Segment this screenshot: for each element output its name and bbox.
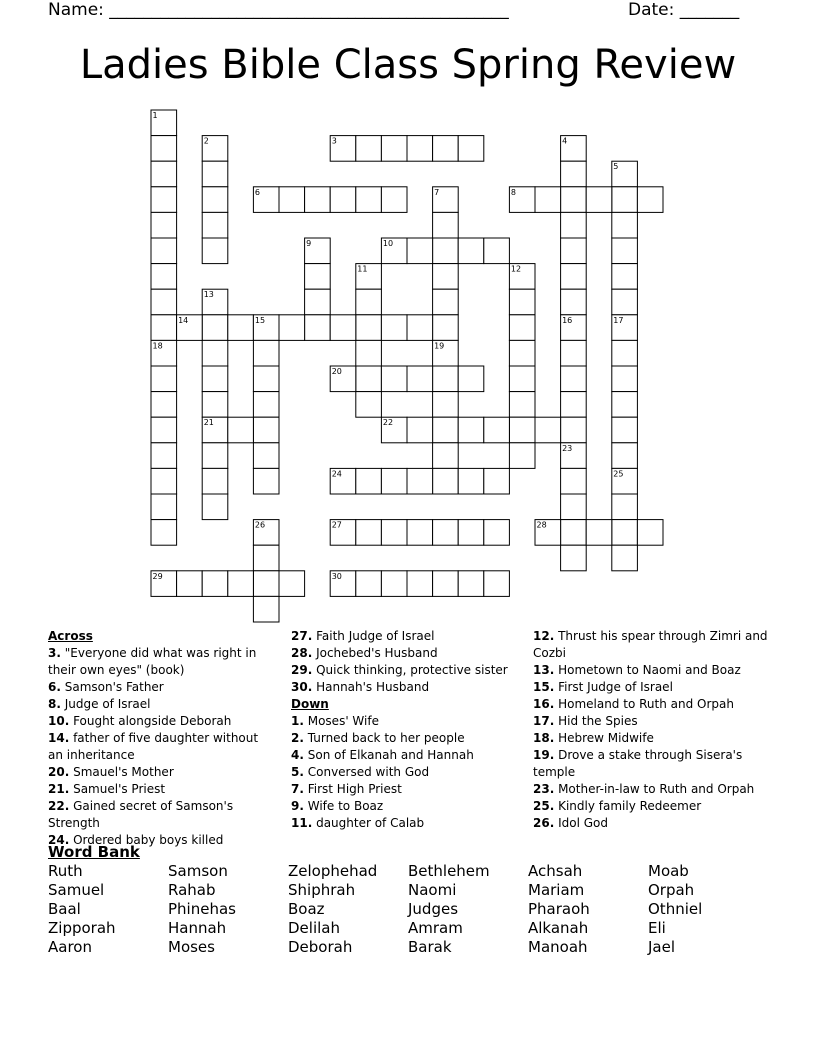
grid-cell[interactable] (612, 238, 638, 264)
clue-item (48, 764, 273, 781)
grid-cell[interactable] (151, 136, 177, 162)
grid-cell[interactable] (381, 366, 407, 392)
grid-cell[interactable] (381, 187, 407, 213)
clue-number: 26 (254, 520, 266, 530)
clue-number: 11. (291, 816, 313, 830)
word-bank-item: Shiphrah (288, 881, 356, 899)
grid-cell[interactable] (151, 417, 177, 443)
grid-cell[interactable] (202, 161, 228, 187)
grid-cell[interactable] (202, 494, 228, 520)
word-bank-item: Naomi (408, 881, 457, 899)
word-bank-item: Pharaoh (528, 900, 590, 918)
grid-cell[interactable] (612, 494, 638, 520)
clue-text: Mother-in-law to Ruth and Orpah (554, 782, 755, 796)
grid-cell[interactable] (151, 187, 177, 213)
clue-number: 17 (613, 315, 624, 325)
grid-cell[interactable] (151, 366, 177, 392)
clue-text: Quick thinking, protective sister (312, 663, 508, 677)
grid-cell[interactable] (612, 417, 638, 443)
grid-cell[interactable] (407, 238, 433, 264)
word-bank-item: Boaz (288, 900, 325, 918)
clue-number: 4. (291, 748, 304, 762)
grid-cell[interactable] (535, 417, 561, 443)
clue-number: 25 (613, 469, 624, 479)
word-bank-item: Alkanah (528, 919, 589, 937)
clue-number: 16 (562, 315, 573, 325)
word-bank-item: Amram (408, 919, 463, 937)
word-bank-item: Aaron (48, 938, 92, 956)
grid-cell[interactable] (484, 238, 510, 264)
grid-cell[interactable] (202, 366, 228, 392)
clue-number: 9. (291, 799, 304, 813)
grid-cell[interactable] (433, 366, 459, 392)
clue-item (533, 781, 768, 798)
grid-cell[interactable] (407, 136, 433, 162)
grid-cell[interactable] (612, 340, 638, 366)
clue-item (291, 747, 521, 764)
clue-text: father of five daughter without an inheritance (48, 731, 259, 762)
clue-text: Drove a stake through Sisera's temple (533, 748, 743, 779)
grid-cell[interactable] (407, 366, 433, 392)
word-bank-item: Hannah (168, 919, 227, 937)
grid-cell[interactable] (509, 289, 535, 315)
clue-text: Smauel's Mother (69, 765, 174, 779)
grid-cell[interactable] (458, 366, 484, 392)
clue-number: 27. (291, 629, 313, 643)
clues-col-1 (48, 628, 273, 849)
word-bank-item: Samuel (48, 881, 105, 899)
word-bank-item: Manoah (528, 938, 588, 956)
grid-cell[interactable] (433, 468, 459, 494)
grid-cell[interactable] (433, 238, 459, 264)
clue-number: 16. (533, 697, 555, 711)
grid-cell[interactable] (458, 136, 484, 162)
clue-text: Judge of Israel (60, 697, 151, 711)
word-bank-item: Orpah (648, 881, 695, 899)
grid-cell[interactable] (458, 520, 484, 546)
grid-cell[interactable] (433, 571, 459, 597)
grid-cell[interactable] (561, 392, 587, 418)
clue-text: Thrust his spear through Zimri and Cozbi (533, 629, 768, 660)
clue-text: Wife to Boaz (303, 799, 384, 813)
clue-item (48, 730, 273, 764)
grid-cell[interactable] (356, 520, 382, 546)
grid-cell[interactable] (151, 443, 177, 469)
word-bank-item: Barak (408, 938, 452, 956)
grid-cell[interactable] (561, 212, 587, 238)
clue-number: 26. (533, 816, 555, 830)
grid-cell[interactable] (151, 520, 177, 546)
clue-item (533, 730, 768, 747)
grid-cell[interactable] (561, 340, 587, 366)
clue-text: Ordered baby boys killed (69, 833, 224, 847)
word-bank-item: Delilah (288, 919, 340, 937)
grid-cell[interactable] (381, 520, 407, 546)
clue-number: 3. (48, 646, 61, 660)
grid-cell[interactable] (612, 443, 638, 469)
grid-cell[interactable] (535, 187, 561, 213)
clue-text: Idol God (554, 816, 608, 830)
grid-cell[interactable] (202, 392, 228, 418)
clue-number: 10 (382, 239, 394, 248)
clue-item (48, 713, 273, 730)
grid-cell[interactable] (279, 315, 305, 341)
word-bank (48, 862, 768, 957)
grid-cell[interactable] (407, 468, 433, 494)
grid-cell[interactable] (458, 417, 484, 443)
clue-number: 29. (291, 663, 313, 677)
grid-cell[interactable] (151, 468, 177, 494)
clue-number: 22 (382, 418, 394, 428)
clue-item (291, 781, 521, 798)
grid-cell[interactable] (279, 571, 305, 597)
grid-cell[interactable] (330, 187, 356, 213)
grid-cell[interactable] (253, 366, 279, 392)
grid-cell[interactable] (356, 340, 382, 366)
clue-number: 25. (533, 799, 555, 813)
clue-number: 30. (291, 680, 313, 694)
clue-text: First High Priest (303, 782, 402, 796)
grid-cell[interactable] (612, 545, 638, 571)
grid-cell[interactable] (561, 520, 587, 546)
grid-cell[interactable] (433, 212, 459, 238)
clue-number: 9 (306, 239, 312, 248)
grid-cell[interactable] (561, 494, 587, 520)
grid-cell[interactable] (381, 315, 407, 341)
clue-item (533, 679, 768, 696)
clue-number: 11 (357, 264, 368, 274)
grid-cell[interactable] (458, 468, 484, 494)
grid-cell[interactable] (509, 366, 535, 392)
clue-item (291, 764, 521, 781)
grid-cell[interactable] (561, 187, 587, 213)
word-bank-item: Baal (48, 900, 81, 918)
clue-text: Jochebed's Husband (312, 646, 438, 660)
word-bank-item: Zipporah (48, 919, 116, 937)
grid-cell[interactable] (279, 187, 305, 213)
clue-number: 3 (331, 136, 337, 146)
clue-text: Hid the Spies (554, 714, 638, 728)
grid-cell[interactable] (305, 187, 331, 213)
word-bank-item: Mariam (528, 881, 585, 899)
grid-cell[interactable] (253, 468, 279, 494)
clue-number: 23 (562, 443, 573, 453)
clue-number: 24. (48, 833, 70, 847)
grid-cell[interactable] (484, 520, 510, 546)
grid-cell[interactable] (561, 289, 587, 315)
grid-cell[interactable] (356, 468, 382, 494)
grid-cell[interactable] (484, 468, 510, 494)
grid-cell[interactable] (356, 187, 382, 213)
clue-item (533, 696, 768, 713)
grid-cell[interactable] (151, 392, 177, 418)
clue-number: 10. (48, 714, 70, 728)
clue-number: 5. (291, 765, 304, 779)
clue-text: Son of Elkanah and Hannah (303, 748, 474, 762)
clue-item (48, 645, 273, 679)
grid-cell[interactable] (433, 443, 459, 469)
word-bank-item: Zelophehad (288, 862, 378, 880)
word-bank-item: Phinehas (168, 900, 236, 918)
grid-cell[interactable] (509, 417, 535, 443)
word-bank-item: Samson (168, 862, 228, 880)
grid-cell[interactable] (509, 443, 535, 469)
word-bank-item: Rahab (168, 881, 216, 899)
grid-cell[interactable] (433, 417, 459, 443)
clue-number: 24 (331, 469, 342, 479)
grid-cell[interactable] (561, 417, 587, 443)
grid-cell[interactable] (407, 315, 433, 341)
grid-cell[interactable] (509, 392, 535, 418)
grid-cell[interactable] (561, 161, 587, 187)
grid-cell[interactable] (509, 315, 535, 341)
grid-cell[interactable] (202, 187, 228, 213)
word-bank-item: Deborah (288, 938, 353, 956)
clue-item (48, 679, 273, 696)
grid-cell[interactable] (612, 289, 638, 315)
clue-item (533, 747, 768, 781)
clue-item (291, 628, 521, 645)
grid-cell[interactable] (407, 417, 433, 443)
clue-number: 21. (48, 782, 70, 796)
grid-cell[interactable] (202, 340, 228, 366)
grid-cell[interactable] (612, 366, 638, 392)
clue-item (291, 645, 521, 662)
grid-cell[interactable] (151, 315, 177, 341)
clue-number: 15 (254, 315, 266, 325)
grid-cell[interactable] (433, 264, 459, 290)
clue-number: 8. (48, 697, 61, 711)
grid-cell[interactable] (228, 571, 254, 597)
clue-number: 7 (434, 187, 440, 197)
grid-cell[interactable] (612, 212, 638, 238)
grid-cell[interactable] (253, 545, 279, 571)
clues-col-2 (291, 628, 521, 832)
grid-cell[interactable] (637, 187, 663, 213)
grid-cell[interactable] (509, 340, 535, 366)
grid-cell[interactable] (202, 468, 228, 494)
clue-item (533, 628, 768, 662)
grid-cell[interactable] (305, 315, 331, 341)
grid-cell[interactable] (612, 264, 638, 290)
clue-number: 13. (533, 663, 555, 677)
clue-number: 14 (178, 315, 189, 325)
grid-cell[interactable] (484, 417, 510, 443)
clue-number: 20 (331, 367, 342, 376)
clue-number: 21 (203, 418, 214, 428)
grid-cell[interactable] (356, 571, 382, 597)
clue-number: 6 (254, 187, 260, 197)
grid-cell[interactable] (484, 571, 510, 597)
word-bank-item: Othniel (648, 900, 703, 918)
grid-cell[interactable] (612, 187, 638, 213)
word-bank-item: Judges (408, 900, 459, 918)
clue-item (533, 662, 768, 679)
grid-cell[interactable] (330, 315, 356, 341)
clue-item (291, 798, 521, 815)
grid-cell[interactable] (381, 468, 407, 494)
word-bank-item: Ruth (48, 862, 83, 880)
grid-cell[interactable] (202, 571, 228, 597)
clue-number: 17. (533, 714, 555, 728)
clue-text: daughter of Calab (312, 816, 425, 830)
grid-cell[interactable] (381, 571, 407, 597)
grid-cell[interactable] (151, 238, 177, 264)
clue-text: Samson's Father (60, 680, 164, 694)
grid-cell[interactable] (356, 366, 382, 392)
grid-cell[interactable] (228, 315, 254, 341)
grid-cell[interactable] (612, 392, 638, 418)
clue-text: Moses' Wife (303, 714, 379, 728)
clue-number: 7. (291, 782, 304, 796)
grid-cell[interactable] (637, 520, 663, 546)
grid-cell[interactable] (228, 417, 254, 443)
grid-cell[interactable] (381, 136, 407, 162)
clue-number: 19 (434, 341, 445, 351)
across-heading: Across (48, 629, 93, 643)
grid-cell[interactable] (433, 520, 459, 546)
clue-number: 28. (291, 646, 313, 660)
clue-number: 29 (152, 571, 163, 581)
clue-item (291, 662, 521, 679)
grid-cell[interactable] (612, 520, 638, 546)
grid-cell[interactable] (561, 468, 587, 494)
clue-text: Samuel's Priest (69, 782, 166, 796)
clue-number: 2 (203, 136, 209, 146)
clue-number: 8 (510, 187, 516, 197)
grid-cell[interactable] (433, 289, 459, 315)
clue-number: 18. (533, 731, 555, 745)
grid-cell[interactable] (253, 340, 279, 366)
word-bank-item: Moab (648, 862, 689, 880)
clue-text: Turned back to her people (303, 731, 465, 745)
grid-cell[interactable] (151, 264, 177, 290)
clue-number: 12. (533, 629, 555, 643)
grid-cell[interactable] (433, 136, 459, 162)
word-bank-title: Word Bank (48, 843, 140, 861)
grid-cell[interactable] (407, 571, 433, 597)
name-field[interactable]: Name: _______________________________________________ (48, 0, 509, 20)
clue-number: 27 (331, 520, 342, 530)
grid-cell[interactable] (561, 545, 587, 571)
grid-cell[interactable] (151, 161, 177, 187)
clue-number: 20. (48, 765, 70, 779)
clue-item (533, 798, 768, 815)
grid-cell[interactable] (151, 212, 177, 238)
grid-cell[interactable] (561, 264, 587, 290)
word-bank-item: Moses (168, 938, 215, 956)
down-heading: Down (291, 697, 329, 711)
grid-cell[interactable] (586, 520, 612, 546)
grid-cell[interactable] (433, 392, 459, 418)
clue-text: Hannah's Husband (312, 680, 430, 694)
grid-cell[interactable] (151, 494, 177, 520)
clue-number: 23. (533, 782, 555, 796)
clue-text: Gained secret of Samson's Strength (48, 799, 234, 830)
grid-cell[interactable] (253, 443, 279, 469)
clue-item (291, 815, 521, 832)
grid-cell[interactable] (202, 238, 228, 264)
clue-number: 1. (291, 714, 304, 728)
grid-cell[interactable] (458, 571, 484, 597)
clue-item (48, 798, 273, 832)
clue-number: 5 (613, 162, 619, 172)
word-bank-item: Achsah (528, 862, 583, 880)
grid-cell[interactable] (305, 289, 331, 315)
date-field[interactable]: Date: _______ (628, 0, 740, 20)
grid-cell[interactable] (253, 571, 279, 597)
clue-text: First Judge of Israel (554, 680, 673, 694)
grid-cell[interactable] (202, 443, 228, 469)
clue-item (533, 815, 768, 832)
clue-text: Kindly family Redeemer (554, 799, 702, 813)
grid-cell[interactable] (458, 238, 484, 264)
clue-number: 1 (152, 111, 158, 120)
grid-cell[interactable] (356, 289, 382, 315)
grid-cell[interactable] (356, 392, 382, 418)
clue-number: 28 (536, 520, 547, 530)
clue-text: Conversed with God (303, 765, 430, 779)
clue-text: Faith Judge of Israel (312, 629, 435, 643)
grid-cell[interactable] (561, 366, 587, 392)
clue-number: 30 (331, 571, 342, 581)
grid-cell[interactable] (202, 212, 228, 238)
clue-item (291, 679, 521, 696)
clue-text: Hebrew Midwife (554, 731, 654, 745)
clue-text: Hometown to Naomi and Boaz (554, 663, 741, 677)
grid-cell[interactable] (356, 315, 382, 341)
clue-text: "Everyone did what was right in their own eyes" (book) (48, 646, 257, 677)
clue-item (291, 713, 521, 730)
clue-number: 15. (533, 680, 555, 694)
clue-item (291, 730, 521, 747)
page-title: Ladies Bible Class Spring Review (79, 42, 737, 88)
grid-cell[interactable] (253, 392, 279, 418)
clue-item (533, 713, 768, 730)
clue-number: 14. (48, 731, 70, 745)
grid-cell[interactable] (561, 238, 587, 264)
word-bank-item: Eli (648, 919, 666, 937)
clue-item (48, 781, 273, 798)
grid-cell[interactable] (407, 520, 433, 546)
clue-number: 22. (48, 799, 70, 813)
grid-cell[interactable] (586, 187, 612, 213)
clue-number: 13 (203, 290, 214, 300)
grid-cell[interactable] (356, 136, 382, 162)
grid-cell[interactable] (202, 315, 228, 341)
clue-number: 2. (291, 731, 304, 745)
clues-col-3 (533, 628, 768, 832)
clue-number: 18 (152, 341, 163, 351)
word-bank-item: Bethlehem (408, 862, 490, 880)
grid-cell[interactable] (253, 596, 279, 622)
clue-number: 12 (510, 264, 522, 274)
grid-cell[interactable] (253, 417, 279, 443)
grid-cell[interactable] (151, 289, 177, 315)
clue-item (48, 696, 273, 713)
clue-number: 6. (48, 680, 61, 694)
grid-cell[interactable] (305, 264, 331, 290)
grid-cell[interactable] (177, 571, 203, 597)
clue-text: Fought alongside Deborah (69, 714, 232, 728)
grid-cell[interactable] (433, 315, 459, 341)
clue-number: 4 (562, 136, 568, 146)
clue-number: 19. (533, 748, 555, 762)
word-bank-item: Jael (648, 938, 676, 956)
clue-text: Homeland to Ruth and Orpah (554, 697, 734, 711)
